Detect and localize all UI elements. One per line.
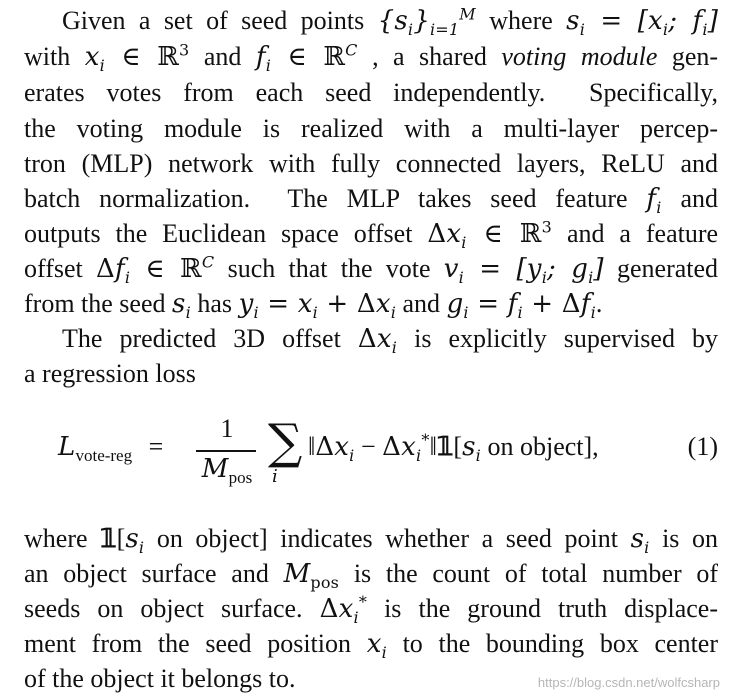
text-line (24, 629, 719, 663)
text-fragment: and (203, 42, 256, 71)
math-m-pos: $M_{pos}$ (283, 559, 340, 593)
text-fragment: and a feature (566, 219, 719, 248)
text-fragment: , a shared (372, 42, 502, 71)
math-x-i: $x_i$ (366, 629, 387, 663)
math-delta-x: $\Delta x_i$ (357, 324, 398, 358)
text-line (24, 40, 719, 76)
text-fragment: is explicitly supervised by (414, 324, 718, 353)
text-line (24, 664, 296, 694)
math-f-i: $f_i$ (646, 184, 662, 218)
math-y-def: $y_i = x_i + \Delta x_i$ (238, 289, 397, 323)
text-fragment: seeds on object surface. (24, 594, 320, 623)
text-fragment: with (24, 42, 85, 71)
text-line (24, 114, 718, 144)
summation-index: i (272, 466, 278, 487)
loss-symbol: L (58, 432, 76, 462)
math-f-in-rc: $f_i$ ∈ ℝ$^C$ (255, 40, 358, 76)
text-fragment: has (197, 289, 239, 318)
text-fragment: where (489, 6, 567, 35)
equation-vote-reg (24, 414, 718, 490)
indicator-symbol: 𝟙 (100, 524, 117, 553)
equation-body (308, 430, 599, 466)
math-delta-f-in-rc: $\Delta f_i$ ∈ ℝ$^C$ (96, 252, 215, 288)
equals-sign: = (148, 432, 164, 461)
math-s-i: $s_i$ (172, 289, 191, 323)
text-fragment: indicates whether a seed point (280, 524, 631, 553)
text-fragment: to the bounding box center (402, 629, 719, 658)
text-fragment: and (680, 184, 718, 213)
loss-subscript: vote-reg (75, 446, 133, 466)
math-seed-def: $s_i = [x_i$; $f_i$] (566, 6, 719, 40)
text-line (24, 78, 718, 108)
indicator-expression: [$s_i$ on object] (116, 524, 268, 558)
text-fragment: outputs the Euclidean space offset (24, 219, 428, 248)
text-fragment: tron (MLP) network with fully connected layers, ReLU and (24, 149, 718, 178)
paper-page (24, 0, 718, 694)
text-line (24, 217, 719, 253)
text-fragment: generated (617, 254, 719, 283)
fraction-numerator: 1 (220, 414, 234, 443)
math-delta-x-in-r3: $\Delta x_i$ ∈ ℝ$^3$ (427, 217, 552, 253)
text-line (62, 324, 718, 358)
text-fragment: ment from the seed position (24, 629, 367, 658)
text-fragment: from the seed (24, 289, 173, 318)
fraction-bar (196, 450, 256, 452)
math-g-def: $g_i = f_i + \Delta f_i$ (446, 289, 596, 323)
fraction-denominator (192, 454, 262, 488)
text-fragment: the voting module is realized with a multi-layer percep- (24, 114, 718, 143)
text-fragment: erates votes from each seed independently. Specifically, (24, 78, 718, 107)
text-line (24, 592, 719, 628)
math-vote-def: $v_i = [y_i$; $g_i$] (443, 254, 604, 288)
text-fragment: and (402, 289, 447, 318)
text-line (24, 559, 719, 593)
term-voting-module: voting module (501, 42, 658, 71)
text-fragment: of the object it belongs to. (24, 664, 296, 693)
text-line (24, 149, 718, 179)
norm-expression: $‖\Delta x_i$ − $\Delta x_i^*‖$ (308, 430, 437, 466)
text-fragment: an object surface and (24, 559, 284, 588)
text-fragment: where (24, 524, 101, 553)
math-x-in-r3: $x_i$ ∈ ℝ$^3$ (84, 40, 190, 76)
text-fragment: a regression loss (24, 359, 196, 388)
equation-number: (1) (687, 432, 718, 461)
text-fragment: . (595, 289, 603, 318)
text-fragment: Given a set of seed points (62, 6, 378, 35)
text-line (24, 524, 719, 558)
text-fragment: offset (24, 254, 96, 283)
text-line (24, 184, 718, 218)
text-fragment: batch normalization. The MLP takes seed feature (24, 184, 647, 213)
summation-sign: ∑ (268, 414, 303, 470)
fraction (192, 414, 262, 490)
text-fragment: is the ground truth displace- (384, 594, 719, 623)
text-line (24, 289, 603, 323)
text-fragment: gen- (671, 42, 719, 71)
text-fragment: is on (662, 524, 719, 553)
indicator-symbol: 𝟙 (436, 432, 454, 461)
text-fragment: such that the vote (227, 254, 444, 283)
math-s-i: $s_i$ (630, 524, 650, 558)
text-line (24, 252, 719, 288)
denominator-subscript: pos (228, 468, 253, 488)
denominator-symbol: M (201, 454, 229, 484)
math-delta-x-star: $\Delta x_i^*$ (319, 592, 368, 628)
math-seed-set: $\{s_i\}_{i=1}^M$ (377, 4, 476, 40)
text-line (62, 4, 719, 40)
equation-lhs (58, 432, 164, 466)
watermark: https://blog.csdn.net/wolfcsharp (537, 675, 720, 690)
text-line (24, 359, 196, 389)
text-fragment: is the count of total number of (353, 559, 719, 588)
indicator-expression: [$s_i$ on object], (453, 432, 599, 466)
text-fragment: The predicted 3D offset (62, 324, 358, 353)
